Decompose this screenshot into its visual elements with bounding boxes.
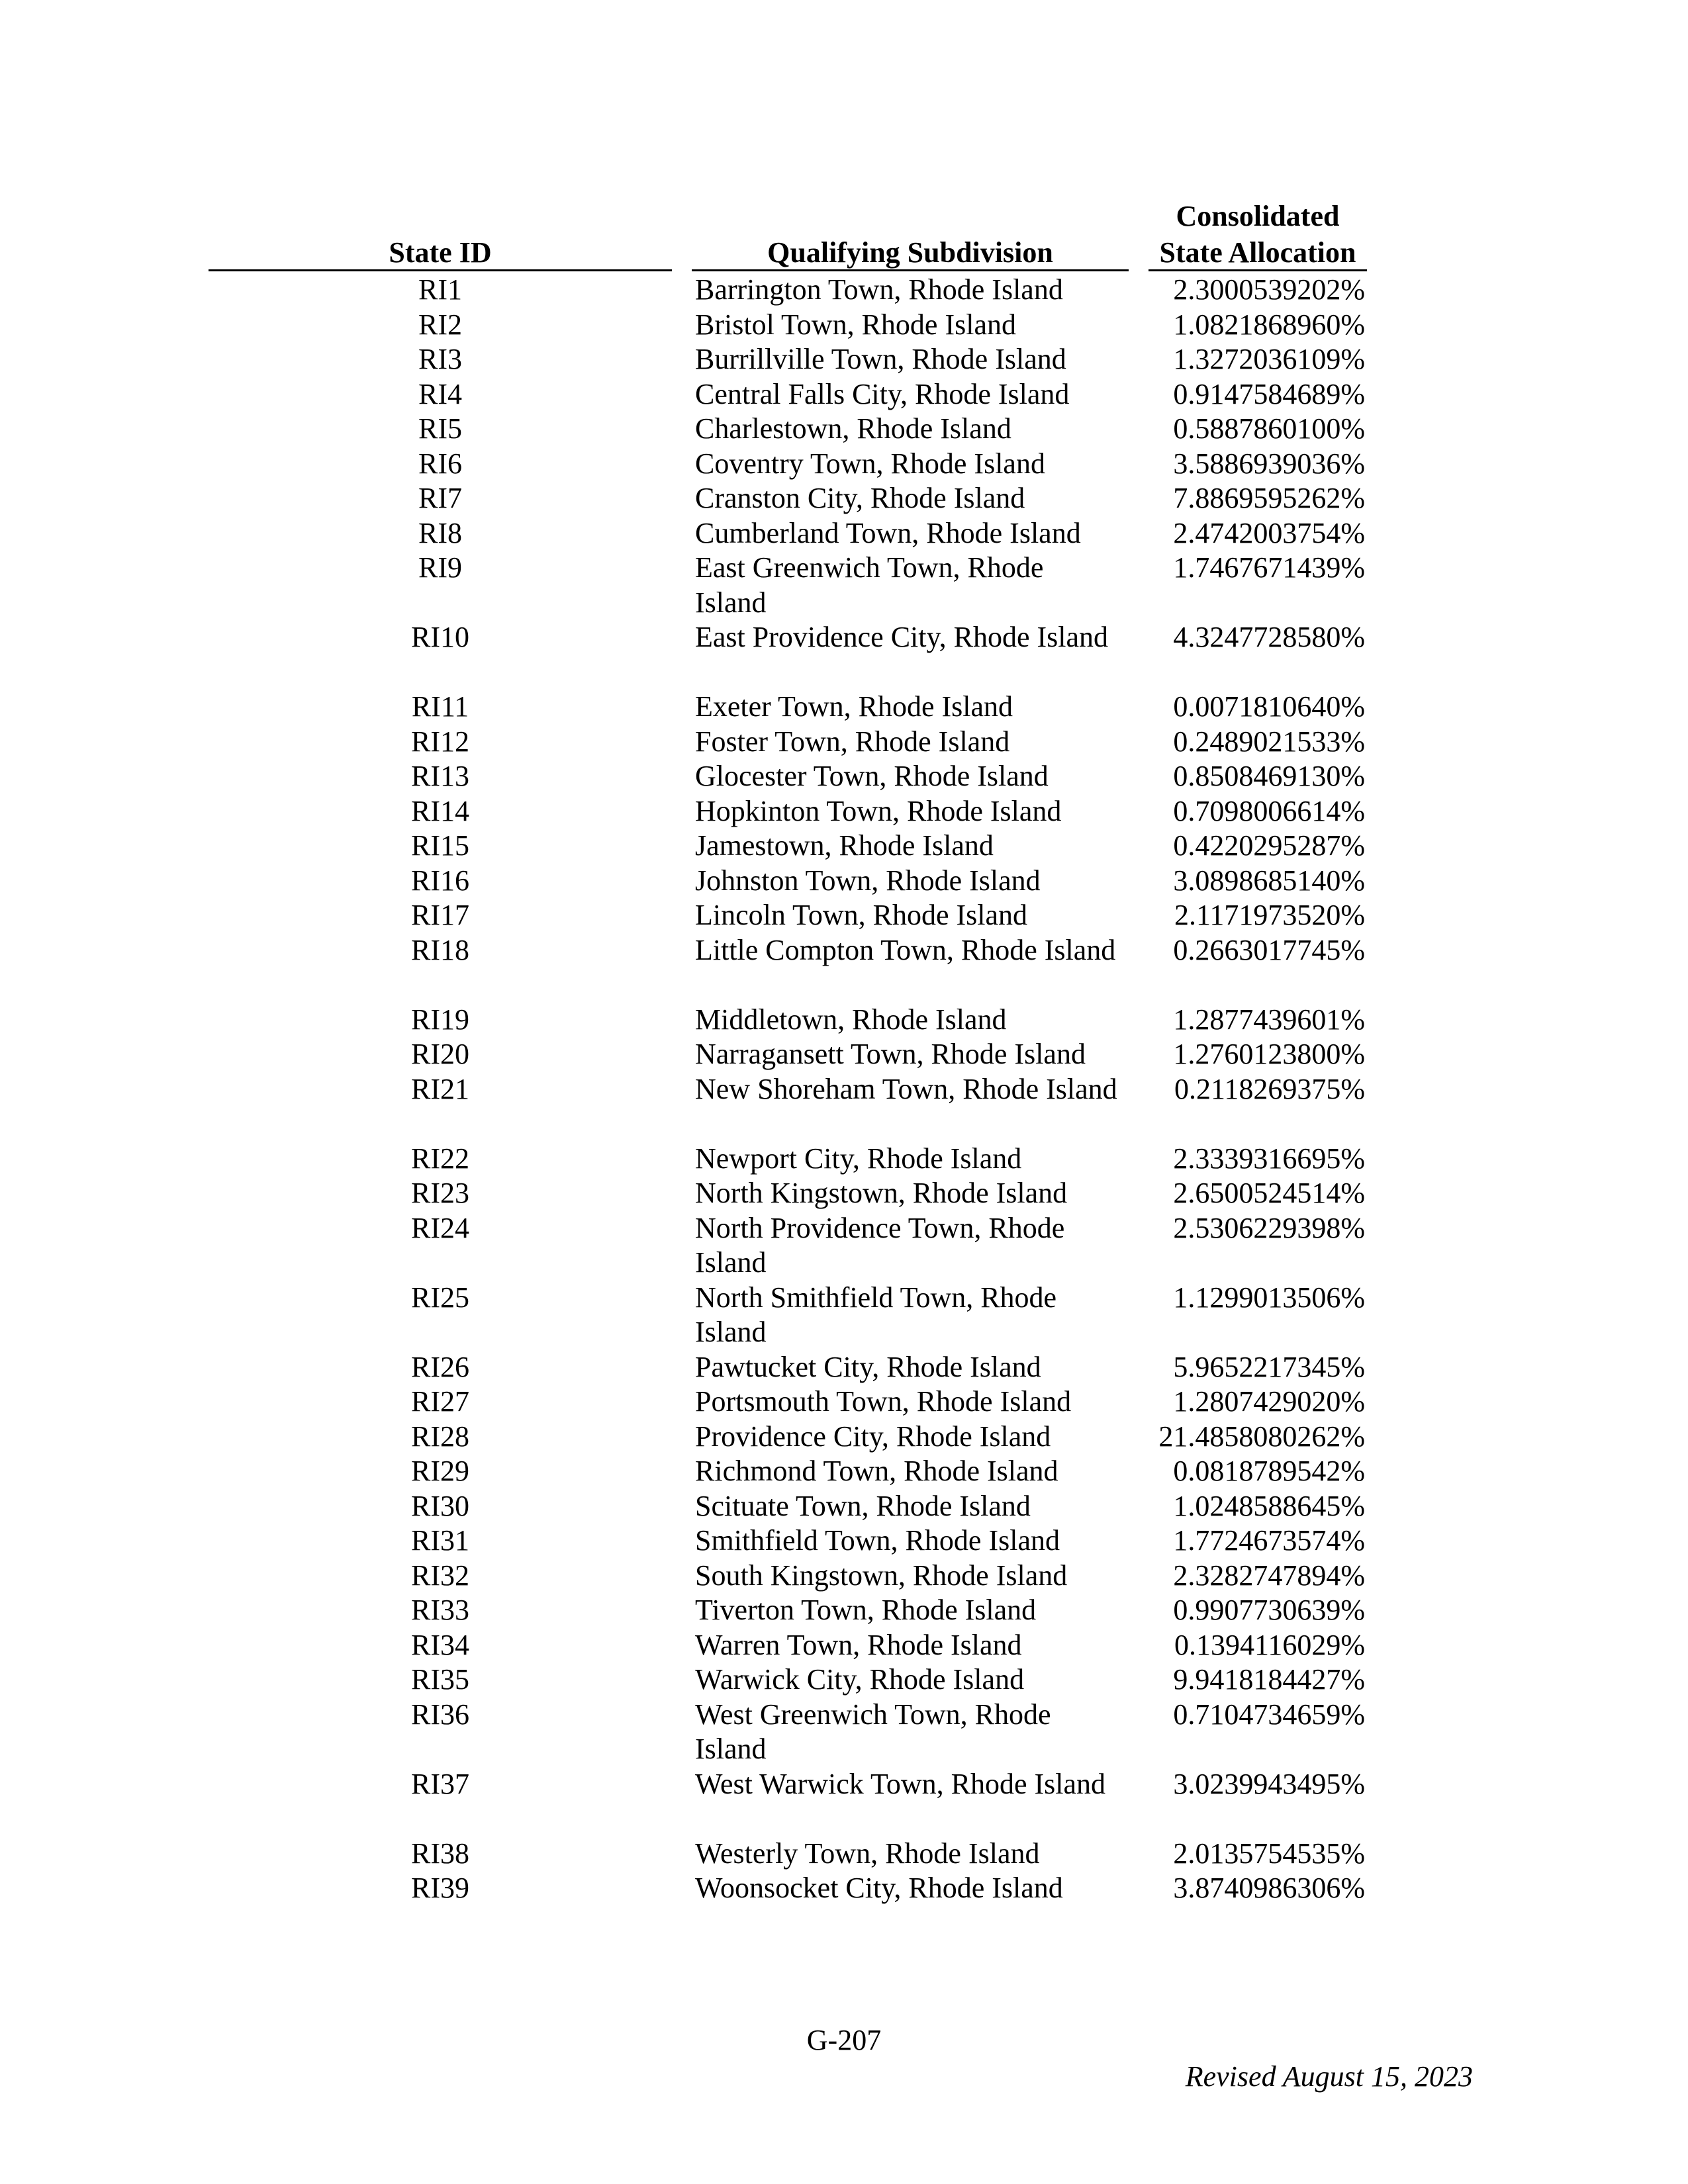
allocation-cell: 0.2489021533% — [1173, 725, 1365, 758]
allocation-cell: 2.3282747894% — [1173, 1559, 1365, 1592]
state-id-cell: RI9 — [418, 551, 462, 584]
table-row — [0, 1662, 1688, 1698]
table-row — [0, 1142, 1688, 1177]
table-row — [0, 342, 1688, 377]
subdivision-cell: Bristol Town, Rhode Island — [695, 308, 1016, 341]
state-id-cell: RI36 — [411, 1698, 469, 1731]
state-id-cell: RI34 — [411, 1628, 469, 1661]
table-row — [0, 551, 1688, 620]
subdivision-cell: Jamestown, Rhode Island — [695, 829, 994, 862]
state-id-cell: RI20 — [411, 1038, 469, 1070]
table-row — [0, 1420, 1688, 1455]
allocation-cell: 1.0248588645% — [1173, 1489, 1365, 1522]
header-qualifying-subdivision: Qualifying Subdivision — [767, 236, 1053, 269]
subdivision-cell: Woonsocket City, Rhode Island — [695, 1872, 1063, 1904]
table-row — [0, 1628, 1688, 1663]
allocation-cell: 7.8869595262% — [1173, 482, 1365, 514]
header-consolidated-state-allocation — [1149, 198, 1367, 271]
allocation-cell: 0.7098006614% — [1173, 794, 1365, 827]
subdivision-cell: South Kingstown, Rhode Island — [695, 1559, 1068, 1592]
table-row — [0, 898, 1688, 933]
allocation-cell: 0.7104734659% — [1173, 1698, 1365, 1731]
allocation-cell: 1.3272036109% — [1173, 343, 1365, 375]
table-row — [0, 1281, 1688, 1350]
state-id-cell: RI33 — [411, 1594, 469, 1626]
allocation-cell: 0.9147584689% — [1173, 377, 1365, 410]
subdivision-cell: East Providence City, Rhode Island — [695, 621, 1109, 653]
header-allocation-line1: Consolidated — [1176, 200, 1340, 232]
page-number: G-207 — [806, 2024, 882, 2056]
state-id-cell: RI21 — [411, 1072, 469, 1105]
state-id-cell: RI6 — [418, 447, 462, 480]
state-id-cell: RI15 — [411, 829, 469, 862]
subdivision-cell: Warwick City, Rhode Island — [695, 1663, 1025, 1696]
table-row — [0, 759, 1688, 794]
allocation-cell: 1.7467671439% — [1173, 551, 1365, 584]
state-id-cell: RI24 — [411, 1211, 469, 1244]
allocation-cell: 0.4220295287% — [1173, 829, 1365, 862]
table-row — [0, 481, 1688, 516]
subdivision-cell: Tiverton Town, Rhode Island — [695, 1594, 1037, 1626]
subdivision-cell: Hopkinton Town, Rhode Island — [695, 794, 1062, 827]
allocation-cell: 0.0071810640% — [1173, 690, 1365, 723]
table-row — [0, 1211, 1688, 1281]
header-allocation-line2: State Allocation — [1159, 236, 1356, 269]
subdivision-cell: New Shoreham Town, Rhode Island — [695, 1072, 1117, 1105]
allocation-cell: 9.9418184427% — [1173, 1663, 1365, 1696]
allocation-cell: 4.3247728580% — [1173, 621, 1365, 653]
allocation-cell: 0.2118269375% — [1174, 1072, 1365, 1105]
subdivision-cell: Narragansett Town, Rhode Island — [695, 1038, 1086, 1070]
revised-date: Revised August 15, 2023 — [1185, 2060, 1473, 2093]
state-id-cell: RI29 — [411, 1455, 469, 1487]
subdivision-cell: Central Falls City, Rhode Island — [695, 377, 1070, 410]
subdivision-cell: Newport City, Rhode Island — [695, 1142, 1022, 1175]
state-id-cell: RI5 — [418, 412, 462, 445]
state-id-cell: RI25 — [411, 1281, 469, 1314]
state-id-cell: RI30 — [411, 1489, 469, 1522]
allocation-cell: 1.0821868960% — [1173, 308, 1365, 341]
state-id-cell: RI16 — [411, 864, 469, 897]
table-row — [0, 273, 1688, 308]
subdivision-cell: Pawtucket City, Rhode Island — [695, 1350, 1041, 1383]
allocation-cell: 2.3339316695% — [1173, 1142, 1365, 1175]
table-row — [0, 725, 1688, 760]
allocation-cell: 2.1171973520% — [1174, 899, 1365, 931]
table-row — [0, 1489, 1688, 1524]
allocation-cell: 1.2807429020% — [1173, 1385, 1365, 1418]
table-row — [0, 1524, 1688, 1559]
allocation-cell: 1.2877439601% — [1173, 1003, 1365, 1036]
allocation-cell: 0.5887860100% — [1173, 412, 1365, 445]
table-row — [0, 1003, 1688, 1038]
state-id-cell: RI7 — [418, 482, 462, 514]
table-row — [0, 829, 1688, 864]
allocation-table — [0, 273, 1688, 1906]
state-id-cell: RI3 — [418, 343, 462, 375]
allocation-cell: 5.9652217345% — [1173, 1350, 1365, 1383]
allocation-cell: 21.4858080262% — [1158, 1420, 1365, 1453]
state-id-cell: RI35 — [411, 1663, 469, 1696]
subdivision-cell: Warren Town, Rhode Island — [695, 1628, 1022, 1661]
allocation-cell: 0.1394116029% — [1174, 1628, 1365, 1661]
state-id-cell: RI28 — [411, 1420, 469, 1453]
subdivision-cell: West Greenwich Town, Rhode Island — [695, 1698, 1051, 1765]
state-id-cell: RI11 — [411, 690, 469, 723]
table-row — [0, 1037, 1688, 1072]
table-row — [0, 1454, 1688, 1489]
allocation-cell: 3.0898685140% — [1173, 864, 1365, 897]
state-id-cell: RI23 — [411, 1177, 469, 1209]
table-row — [0, 377, 1688, 412]
subdivision-cell: Providence City, Rhode Island — [695, 1420, 1051, 1453]
subdivision-cell: Middletown, Rhode Island — [695, 1003, 1007, 1036]
subdivision-cell: Barrington Town, Rhode Island — [695, 273, 1063, 306]
allocation-cell: 2.0135754535% — [1173, 1837, 1365, 1870]
table-row — [0, 1837, 1688, 1872]
state-id-cell: RI19 — [411, 1003, 469, 1036]
header-rule-state-id — [209, 269, 672, 271]
allocation-cell: 1.1299013506% — [1173, 1281, 1365, 1314]
table-row — [0, 1176, 1688, 1211]
table-row — [0, 1350, 1688, 1385]
allocation-cell: 3.5886939036% — [1173, 447, 1365, 480]
subdivision-cell: Cranston City, Rhode Island — [695, 482, 1025, 514]
state-id-cell: RI14 — [411, 794, 469, 827]
allocation-cell: 0.8508469130% — [1173, 760, 1365, 792]
allocation-cell: 0.0818789542% — [1173, 1455, 1365, 1487]
state-id-cell: RI17 — [411, 899, 469, 931]
subdivision-cell: East Greenwich Town, Rhode Island — [695, 551, 1044, 619]
state-id-cell: RI38 — [411, 1837, 469, 1870]
table-row — [0, 864, 1688, 899]
table-row — [0, 1593, 1688, 1628]
state-id-cell: RI27 — [411, 1385, 469, 1418]
table-row — [0, 1559, 1688, 1594]
state-id-cell: RI18 — [411, 933, 469, 966]
header-state-id: State ID — [389, 236, 492, 269]
state-id-cell: RI1 — [418, 273, 462, 306]
allocation-cell: 1.7724673574% — [1173, 1524, 1365, 1557]
subdivision-cell: Smithfield Town, Rhode Island — [695, 1524, 1060, 1557]
table-row — [0, 516, 1688, 551]
state-id-cell: RI4 — [418, 377, 462, 410]
state-id-cell: RI10 — [411, 621, 469, 653]
subdivision-cell: West Warwick Town, Rhode Island — [695, 1767, 1105, 1800]
subdivision-cell: Johnston Town, Rhode Island — [695, 864, 1041, 897]
subdivision-cell: Charlestown, Rhode Island — [695, 412, 1011, 445]
table-row — [0, 1698, 1688, 1767]
subdivision-cell: Burrillville Town, Rhode Island — [695, 343, 1066, 375]
state-id-cell: RI26 — [411, 1350, 469, 1383]
state-id-cell: RI31 — [411, 1524, 469, 1557]
subdivision-cell: Cumberland Town, Rhode Island — [695, 516, 1081, 549]
header-rule-allocation — [1149, 269, 1367, 271]
table-row — [0, 447, 1688, 482]
table-row — [0, 1871, 1688, 1906]
allocation-cell: 1.2760123800% — [1173, 1038, 1365, 1070]
subdivision-cell: Westerly Town, Rhode Island — [695, 1837, 1040, 1870]
allocation-cell: 3.8740986306% — [1173, 1872, 1365, 1904]
subdivision-cell: Glocester Town, Rhode Island — [695, 760, 1049, 792]
state-id-cell: RI2 — [418, 308, 462, 341]
table-row — [0, 794, 1688, 829]
subdivision-cell: North Kingstown, Rhode Island — [695, 1177, 1068, 1209]
table-row — [0, 1385, 1688, 1420]
allocation-cell: 0.9907730639% — [1173, 1594, 1365, 1626]
allocation-cell: 2.6500524514% — [1173, 1177, 1365, 1209]
table-row — [0, 1767, 1688, 1837]
table-row — [0, 308, 1688, 343]
state-id-cell: RI39 — [411, 1872, 469, 1904]
header-rule-subdivision — [692, 269, 1129, 271]
allocation-cell: 2.3000539202% — [1173, 273, 1365, 306]
subdivision-cell: North Smithfield Town, Rhode Island — [695, 1281, 1057, 1348]
table-row — [0, 933, 1688, 1003]
subdivision-cell: North Providence Town, Rhode Island — [695, 1211, 1065, 1279]
state-id-cell: RI12 — [411, 725, 469, 758]
allocation-cell: 2.5306229398% — [1173, 1211, 1365, 1244]
state-id-cell: RI13 — [411, 760, 469, 792]
subdivision-cell: Scituate Town, Rhode Island — [695, 1489, 1031, 1522]
subdivision-cell: Portsmouth Town, Rhode Island — [695, 1385, 1072, 1418]
subdivision-cell: Little Compton Town, Rhode Island — [695, 933, 1116, 966]
subdivision-cell: Exeter Town, Rhode Island — [695, 690, 1013, 723]
state-id-cell: RI8 — [418, 516, 462, 549]
subdivision-cell: Foster Town, Rhode Island — [695, 725, 1010, 758]
subdivision-cell: Lincoln Town, Rhode Island — [695, 899, 1028, 931]
allocation-cell: 0.2663017745% — [1173, 933, 1365, 966]
state-id-cell: RI37 — [411, 1767, 469, 1800]
table-row — [0, 1072, 1688, 1142]
state-id-cell: RI22 — [411, 1142, 469, 1175]
subdivision-cell: Richmond Town, Rhode Island — [695, 1455, 1058, 1487]
allocation-cell: 2.4742003754% — [1173, 516, 1365, 549]
subdivision-cell: Coventry Town, Rhode Island — [695, 447, 1045, 480]
table-row — [0, 412, 1688, 447]
table-row — [0, 690, 1688, 725]
state-id-cell: RI32 — [411, 1559, 469, 1592]
allocation-cell: 3.0239943495% — [1173, 1767, 1365, 1800]
table-row — [0, 620, 1688, 690]
